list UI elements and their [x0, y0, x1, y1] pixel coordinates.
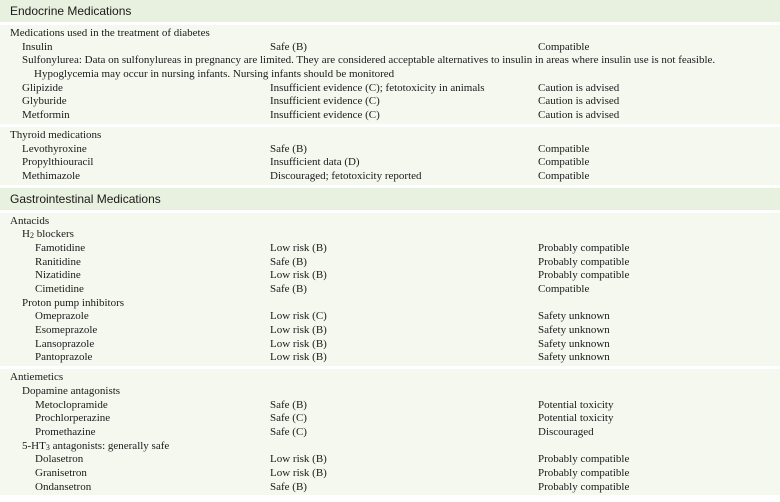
pregnancy-safety: Safe (B) [270, 40, 307, 53]
drug-name: Metoclopramide [35, 398, 108, 411]
subgroup-header [0, 228, 780, 242]
lactation-safety: Discouraged [538, 425, 594, 438]
table-row [0, 481, 780, 495]
drug-name: Cimetidine [35, 283, 84, 296]
subgroup-header [0, 385, 780, 399]
thyroid-group [0, 127, 780, 185]
table-row [0, 399, 780, 413]
drug-name: Omeprazole [35, 310, 89, 323]
drug-name: Lansoprazole [35, 337, 95, 350]
sulfonylurea-note [0, 54, 780, 81]
drug-name: Famotidine [35, 241, 86, 254]
lactation-safety: Probably compatible [538, 269, 630, 282]
pregnancy-safety: Insufficient evidence (C) [270, 109, 380, 122]
5ht3-antagonists-label: $5-HT_3$ antagonists: generally safe [22, 439, 170, 452]
drug-name: Dolasetron [35, 453, 84, 466]
table-row [0, 283, 780, 297]
lactation-safety: Probably compatible [538, 255, 630, 268]
table-row [0, 324, 780, 338]
lactation-safety: Caution is advised [538, 95, 620, 108]
pregnancy-safety: Low risk (B) [270, 241, 327, 254]
lactation-safety: Caution is advised [538, 109, 620, 122]
table-row [0, 82, 780, 96]
drug-name: Prochlorperazine [35, 412, 111, 425]
drug-name: Methimazole [22, 169, 81, 182]
group-header-label: Medications used in the treatment of diabetes [10, 27, 210, 39]
drug-name: Promethazine [35, 425, 96, 438]
lactation-safety: Safety unknown [538, 337, 610, 350]
drug-name: Insulin [22, 40, 53, 53]
table-row [0, 453, 780, 467]
table-row [0, 242, 780, 256]
table-row [0, 269, 780, 283]
pregnancy-safety: Safe (B) [270, 255, 307, 268]
pregnancy-safety: Insufficient evidence (C); fetotoxicity in animals [270, 81, 485, 94]
pregnancy-safety: Low risk (B) [270, 269, 327, 282]
drug-name: Metformin [22, 109, 70, 122]
group-header [0, 27, 780, 41]
lactation-safety: Compatible [538, 40, 590, 53]
table-row [0, 310, 780, 324]
drug-name: Ondansetron [35, 480, 92, 493]
lactation-safety: Probably compatible [538, 480, 630, 493]
table-row [0, 412, 780, 426]
pregnancy-safety: Low risk (B) [270, 324, 327, 337]
pregnancy-safety: Safe (B) [270, 480, 307, 493]
table-row [0, 143, 780, 157]
pregnancy-safety: Safe (B) [270, 283, 307, 296]
lactation-safety: Compatible [538, 169, 590, 182]
group-header-label: Thyroid medications [10, 128, 102, 141]
pregnancy-safety: Low risk (C) [270, 310, 327, 323]
pregnancy-safety: Low risk (B) [270, 351, 327, 364]
drug-name: Ranitidine [35, 255, 81, 268]
drug-name: Propylthiouracil [22, 156, 94, 169]
lactation-safety: Safety unknown [538, 351, 610, 364]
pregnancy-safety: Safe (C) [270, 425, 307, 438]
subgroup-header [0, 440, 780, 454]
pregnancy-safety: Low risk (B) [270, 453, 327, 466]
pregnancy-safety: Insufficient evidence (C) [270, 95, 380, 108]
lactation-safety: Compatible [538, 156, 590, 169]
lactation-safety: Compatible [538, 142, 590, 155]
lactation-safety: Probably compatible [538, 466, 630, 479]
diabetes-group [0, 25, 780, 124]
drug-name: Nizatidine [35, 269, 81, 282]
table-row [0, 467, 780, 481]
ppi-label: Proton pump inhibitors [22, 296, 125, 309]
section-title-gastrointestinal: Gastrointestinal Medications [0, 188, 780, 210]
group-header [0, 371, 780, 385]
antiemetics-group [0, 369, 780, 495]
drug-name: Glyburide [22, 95, 67, 108]
table-row [0, 351, 780, 365]
table-row [0, 95, 780, 109]
lactation-safety: Caution is advised [538, 81, 620, 94]
section-title-endocrine: Endocrine Medications [0, 0, 780, 22]
group-header-label: Antiemetics [10, 371, 64, 384]
pregnancy-safety: Discouraged; fetotoxicity reported [270, 169, 422, 182]
drug-name: Esomeprazole [35, 324, 98, 337]
lactation-safety: Compatible [538, 283, 590, 296]
pregnancy-safety: Low risk (B) [270, 337, 327, 350]
antacids-group [0, 213, 780, 367]
pregnancy-safety: Safe (B) [270, 398, 307, 411]
lactation-safety: Safety unknown [538, 310, 610, 323]
subgroup-header [0, 297, 780, 311]
lactation-safety: Safety unknown [538, 324, 610, 337]
table-row [0, 170, 780, 184]
group-header [0, 129, 780, 143]
group-header-label: Antacids [10, 214, 50, 227]
dopamine-antagonists-label: Dopamine antagonists [22, 384, 121, 397]
drug-name: Glipizide [22, 81, 63, 94]
pregnancy-safety: Safe (B) [270, 142, 307, 155]
pregnancy-safety: Low risk (B) [270, 466, 327, 479]
lactation-safety: Probably compatible [538, 453, 630, 466]
drug-name: Pantoprazole [35, 351, 93, 364]
pregnancy-safety: Safe (C) [270, 412, 307, 425]
drug-name: Granisetron [35, 466, 87, 479]
lactation-safety: Potential toxicity [538, 398, 614, 411]
table-row [0, 109, 780, 123]
sulfonylurea-note-text: Sulfonylurea: Data on sulfonylureas in pregnancy are limited. They are considered acceptable alternatives to insulin in areas where insulin use is not feasible. Hypoglycemia may occur in nursing infants. Nursing infants should be monitored [22, 54, 716, 81]
table-row [0, 426, 780, 440]
lactation-safety: Potential toxicity [538, 412, 614, 425]
table-row [0, 338, 780, 352]
pregnancy-safety: Insufficient data (D) [270, 156, 360, 169]
drug-name: Levothyroxine [22, 142, 87, 155]
h2-blockers-label: $H_2$ blockers [22, 228, 74, 241]
group-header [0, 215, 780, 229]
table-row [0, 41, 780, 55]
table-row [0, 256, 780, 270]
table-row [0, 156, 780, 170]
lactation-safety: Probably compatible [538, 241, 630, 254]
